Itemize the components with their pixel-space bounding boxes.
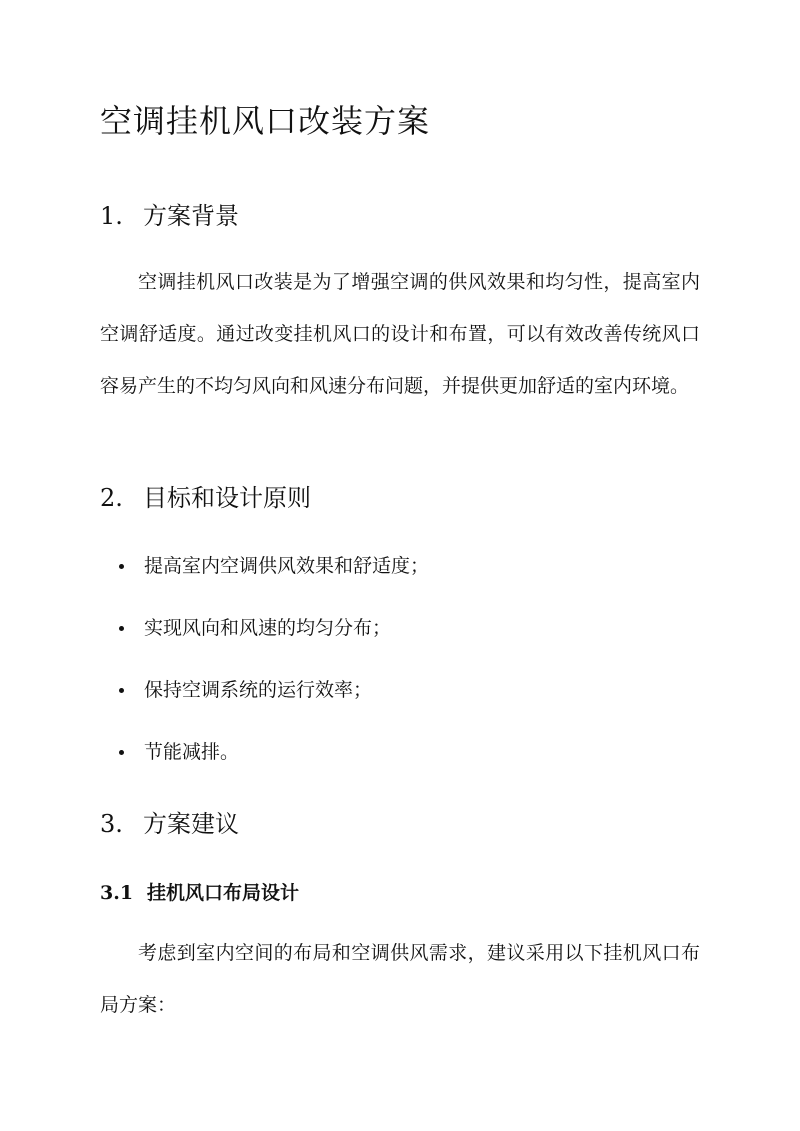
subsection-3-1-number: 3.1 [100,882,134,904]
bullet-icon [119,626,124,631]
section-3-number: 3. [100,810,123,838]
section-1-title: 方案背景 [143,202,239,230]
goals-list [100,548,429,796]
list-item-text: 保持空调系统的运行效率； [144,679,373,701]
section-3-title: 方案建议 [143,810,239,838]
section-3-heading [100,804,239,839]
bullet-icon [119,564,124,569]
section-1-heading [100,196,239,231]
list-item-text: 实现风向和风速的均匀分布； [144,617,392,639]
section-2-heading [100,478,311,513]
document-title: 空调挂机风口改装方案 [100,102,431,140]
bullet-icon [119,750,124,755]
list-item [100,672,429,734]
list-item [100,548,429,610]
list-item [100,734,429,796]
section-1-paragraph: 空调挂机风口改装是为了增强空调的供风效果和均匀性，提高室内空调舒适度。通过改变挂机风口的设计和布置，可以有效改善传统风口容易产生的不均匀风向和风速分布问题，并提供更加舒适的室内环境。 [100,271,700,397]
list-item-text: 提高室内空调供风效果和舒适度； [144,555,430,577]
section-2-title: 目标和设计原则 [143,484,311,512]
list-item [100,610,429,672]
section-2-number: 2. [100,484,123,512]
section-1-number: 1. [100,202,123,230]
bullet-icon [119,688,124,693]
subsection-3-1-title: 挂机风口布局设计 [147,882,300,904]
list-item-text: 节能减排。 [144,741,240,763]
subsection-3-1-heading [100,878,299,905]
subsection-3-1-paragraph: 考虑到室内空间的布局和空调供风需求，建议采用以下挂机风口布局方案： [100,942,700,1016]
